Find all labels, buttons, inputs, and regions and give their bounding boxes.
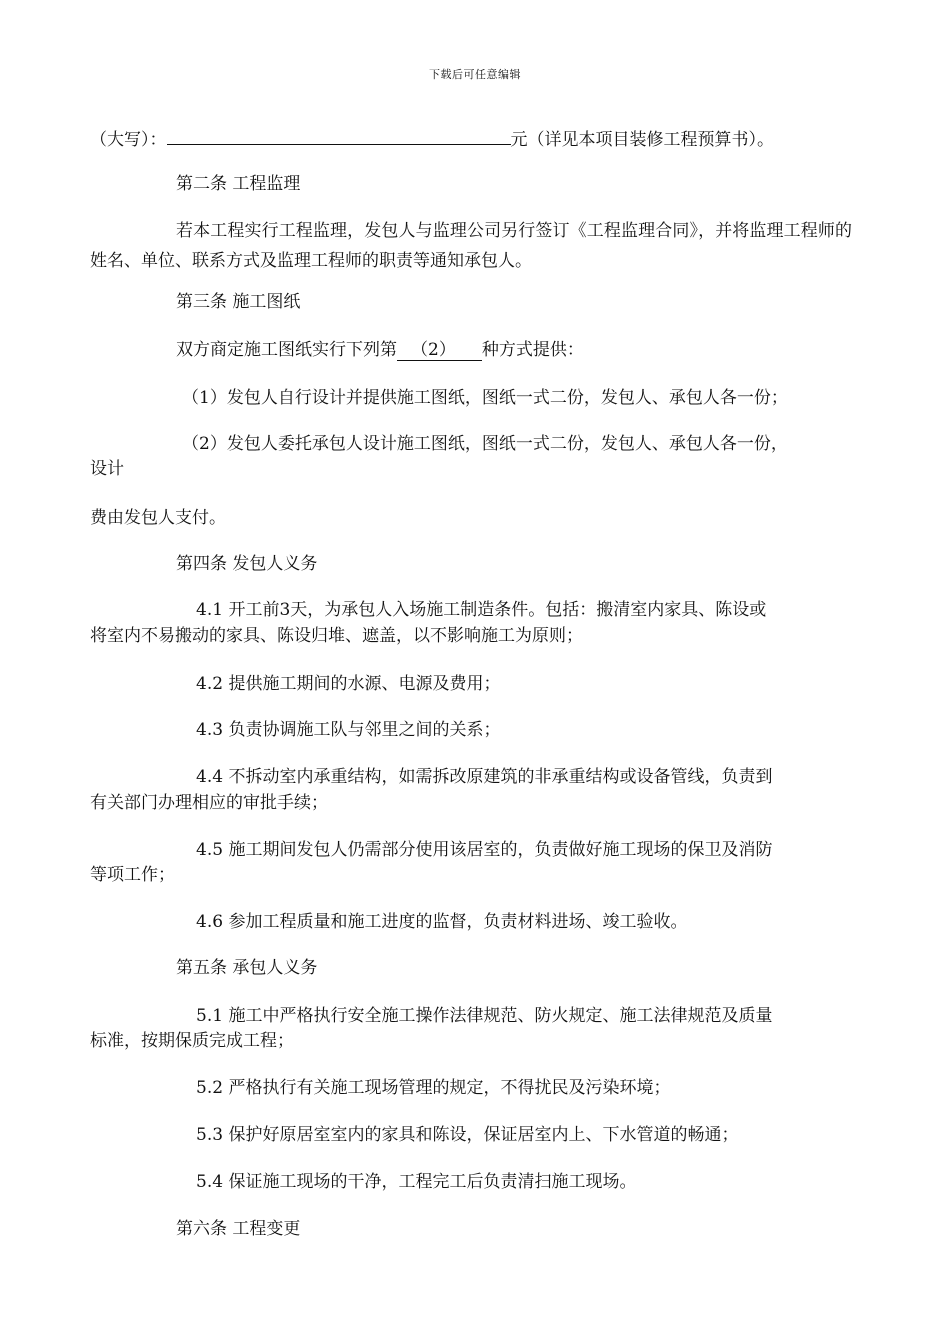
art4-clause-4-line2: 有关部门办理相应的审批手续； bbox=[90, 793, 328, 813]
amount-prefix: （大写）： bbox=[90, 130, 167, 150]
art4-clause-1-line1: 4.1 开工前3天，为承包人入场施工制造条件。包括：搬清室内家具、陈设或 bbox=[196, 600, 767, 620]
art3-intro-after: 种方式提供： bbox=[481, 340, 584, 360]
page-header: 下载后可任意编辑 bbox=[429, 68, 521, 81]
art4-clause-6: 4.6 参加工程质量和施工进度的监督，负责材料进场、竣工验收。 bbox=[196, 912, 688, 932]
amount-line bbox=[90, 126, 774, 150]
art4-clause-4-line1: 4.4 不拆动室内承重结构，如需拆改原建筑的非承重结构或设备管线，负责到 bbox=[196, 767, 773, 787]
art4-clause-1-line2: 将室内不易搬动的家具、陈设归堆、遮盖，以不影响施工为原则； bbox=[90, 626, 583, 646]
art5-clause-3: 5.3 保护好原居室室内的家具和陈设，保证居室内上、下水管道的畅通； bbox=[196, 1125, 739, 1145]
art3-intro bbox=[176, 340, 584, 361]
amount-suffix: 元（详见本项目装修工程预算书）。 bbox=[510, 130, 774, 150]
art5-title: 第五条 承包人义务 bbox=[176, 958, 318, 978]
art3-option-2-line3: 费由发包人支付。 bbox=[90, 508, 226, 528]
art4-title: 第四条 发包人义务 bbox=[176, 554, 318, 574]
art4-clause-5-line1: 4.5 施工期间发包人仍需部分使用该居室的，负责做好施工现场的保卫及消防 bbox=[196, 840, 773, 860]
art6-title: 第六条 工程变更 bbox=[176, 1219, 301, 1239]
art5-clause-1-line2: 标准，按期保质完成工程； bbox=[90, 1031, 294, 1051]
art3-title: 第三条 施工图纸 bbox=[176, 292, 301, 312]
art3-option-1: （1）发包人自行设计并提供施工图纸，图纸一式二份，发包人、承包人各一份； bbox=[182, 388, 788, 408]
art5-clause-2: 5.2 严格执行有关施工现场管理的规定，不得扰民及污染环境； bbox=[196, 1078, 671, 1098]
art3-option-2-line1: （2）发包人委托承包人设计施工图纸，图纸一式二份，发包人、承包人各一份， bbox=[182, 434, 788, 454]
art4-clause-2: 4.2 提供施工期间的水源、电源及费用； bbox=[196, 674, 501, 694]
art5-clause-4: 5.4 保证施工现场的干净，工程完工后负责清扫施工现场。 bbox=[196, 1172, 637, 1192]
art5-clause-1-line1: 5.1 施工中严格执行安全施工操作法律规范、防火规定、施工法律规范及质量 bbox=[196, 1006, 773, 1026]
art3-option-2-line2: 设计 bbox=[90, 459, 124, 479]
art2-title: 第二条 工程监理 bbox=[176, 174, 301, 194]
art4-clause-5-line2: 等项工作； bbox=[90, 865, 175, 885]
art4-clause-3: 4.3 负责协调施工队与邻里之间的关系； bbox=[196, 720, 501, 740]
art2-body: 若本工程实行工程监理，发包人与监理公司另行签订《工程监理合同》，并将监理工程师的姓名、单位、联系方式及监理工程师的职责等通知承包人。 bbox=[90, 221, 852, 271]
art3-intro-fill: （2） bbox=[397, 340, 482, 361]
art3-intro-before: 双方商定施工图纸实行下列第 bbox=[176, 340, 397, 360]
amount-blank bbox=[167, 126, 511, 145]
